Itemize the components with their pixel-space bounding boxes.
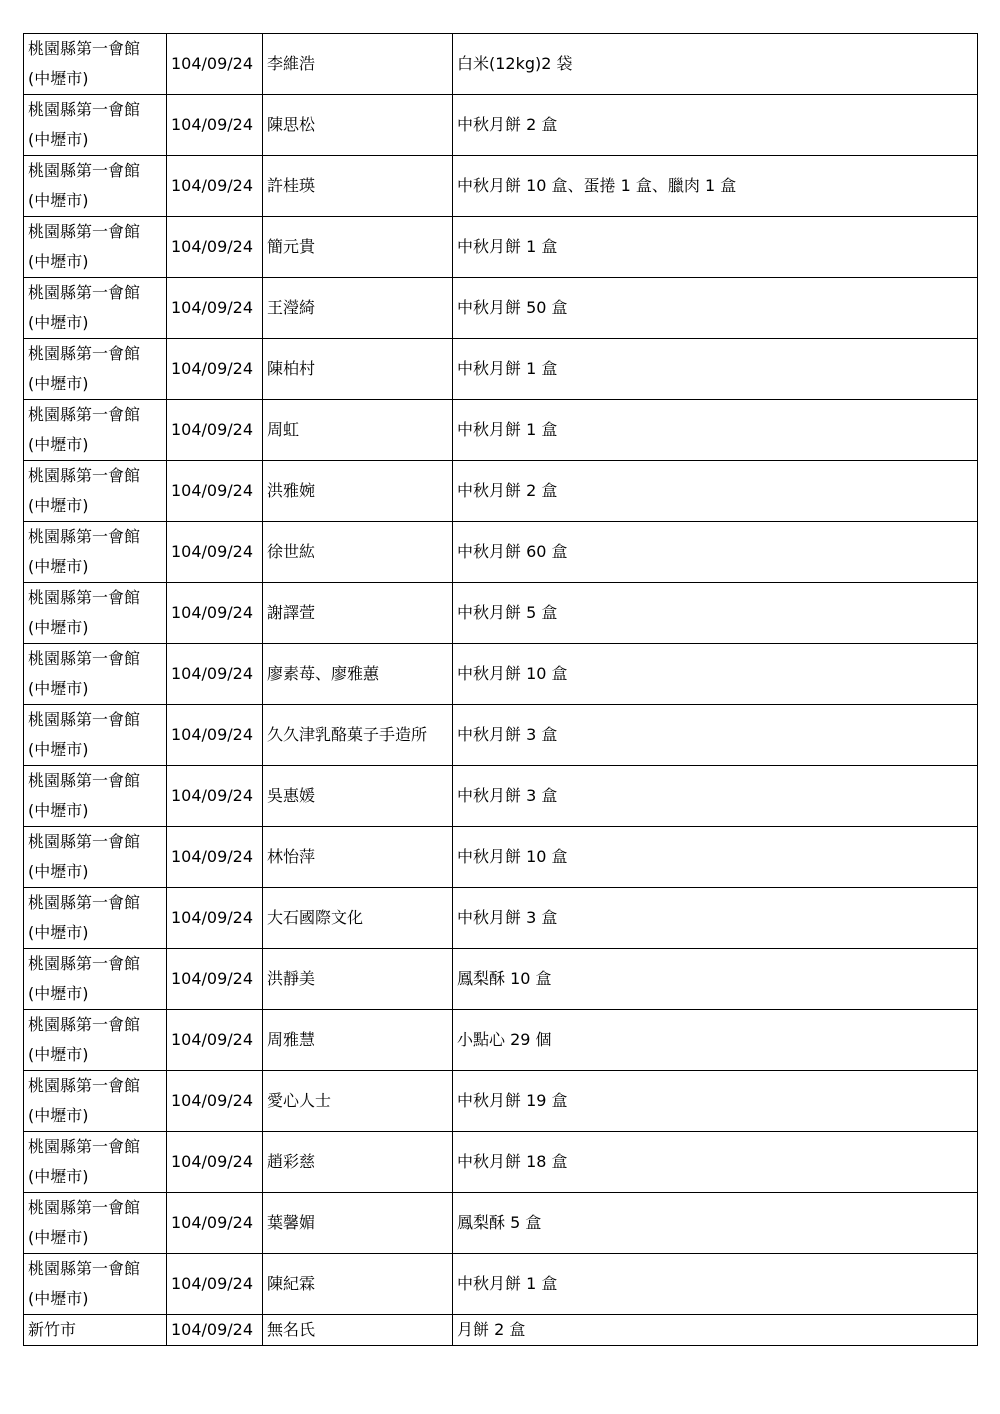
date-cell: 104/09/24 [167, 278, 263, 339]
item-cell: 中秋月餅 2 盒 [453, 95, 978, 156]
table-row [24, 827, 978, 888]
date-cell: 104/09/24 [167, 705, 263, 766]
donor-cell: 陳思松 [263, 95, 453, 156]
location-line: (中壢市) [28, 1106, 89, 1125]
donor-cell: 愛心人士 [263, 1071, 453, 1132]
location-line: (中壢市) [28, 1167, 89, 1186]
donation-table [23, 33, 978, 1346]
location-line: 桃園縣第一會館 [28, 466, 141, 485]
table-row [24, 1254, 978, 1315]
location-line: (中壢市) [28, 496, 89, 515]
location-line: 桃園縣第一會館 [28, 39, 141, 58]
table-row [24, 949, 978, 1010]
location-line: 新竹市 [28, 1320, 77, 1339]
location-line: (中壢市) [28, 984, 89, 1003]
location-line: (中壢市) [28, 313, 89, 332]
table-row [24, 1010, 978, 1071]
location-cell [24, 522, 167, 583]
item-cell: 鳳梨酥 5 盒 [453, 1193, 978, 1254]
donor-cell: 大石國際文化 [263, 888, 453, 949]
item-cell: 中秋月餅 1 盒 [453, 400, 978, 461]
location-line: (中壢市) [28, 679, 89, 698]
location-cell [24, 949, 167, 1010]
date-cell: 104/09/24 [167, 34, 263, 95]
donor-cell: 許桂瑛 [263, 156, 453, 217]
date-cell: 104/09/24 [167, 1132, 263, 1193]
location-line: (中壢市) [28, 1045, 89, 1064]
item-cell: 中秋月餅 1 盒 [453, 217, 978, 278]
item-cell: 中秋月餅 10 盒 [453, 644, 978, 705]
table-row [24, 705, 978, 766]
location-line: (中壢市) [28, 923, 89, 942]
table-row [24, 156, 978, 217]
item-cell: 中秋月餅 1 盒 [453, 339, 978, 400]
item-cell: 中秋月餅 60 盒 [453, 522, 978, 583]
donor-cell: 周雅慧 [263, 1010, 453, 1071]
donor-cell: 洪靜美 [263, 949, 453, 1010]
location-cell [24, 217, 167, 278]
item-cell: 中秋月餅 3 盒 [453, 766, 978, 827]
item-cell: 中秋月餅 3 盒 [453, 705, 978, 766]
location-line: 桃園縣第一會館 [28, 832, 141, 851]
table-row [24, 1315, 978, 1346]
location-line: (中壢市) [28, 557, 89, 576]
donor-cell: 廖素苺、廖雅蕙 [263, 644, 453, 705]
item-cell: 中秋月餅 50 盒 [453, 278, 978, 339]
donor-cell: 無名氏 [263, 1315, 453, 1346]
item-cell: 中秋月餅 18 盒 [453, 1132, 978, 1193]
location-line: 桃園縣第一會館 [28, 588, 141, 607]
table-row [24, 583, 978, 644]
location-line: 桃園縣第一會館 [28, 527, 141, 546]
donor-cell: 謝譯萱 [263, 583, 453, 644]
item-cell: 中秋月餅 10 盒、蛋捲 1 盒、臘肉 1 盒 [453, 156, 978, 217]
table-row [24, 766, 978, 827]
location-cell [24, 1132, 167, 1193]
donor-cell: 簡元貴 [263, 217, 453, 278]
item-cell: 中秋月餅 3 盒 [453, 888, 978, 949]
location-cell [24, 156, 167, 217]
donor-cell: 吳惠媛 [263, 766, 453, 827]
location-line: 桃園縣第一會館 [28, 100, 141, 119]
location-line: (中壢市) [28, 801, 89, 820]
location-line: (中壢市) [28, 618, 89, 637]
table-row [24, 461, 978, 522]
table-row [24, 1132, 978, 1193]
location-cell [24, 95, 167, 156]
location-line: (中壢市) [28, 740, 89, 759]
item-cell: 鳳梨酥 10 盒 [453, 949, 978, 1010]
location-cell [24, 278, 167, 339]
location-line: 桃園縣第一會館 [28, 710, 141, 729]
location-cell [24, 583, 167, 644]
table-row [24, 339, 978, 400]
item-cell: 中秋月餅 10 盒 [453, 827, 978, 888]
location-line: 桃園縣第一會館 [28, 1015, 141, 1034]
donor-cell: 洪雅婉 [263, 461, 453, 522]
location-line: (中壢市) [28, 1228, 89, 1247]
location-line: 桃園縣第一會館 [28, 405, 141, 424]
location-line: (中壢市) [28, 130, 89, 149]
date-cell: 104/09/24 [167, 217, 263, 278]
date-cell: 104/09/24 [167, 583, 263, 644]
donor-cell: 王瀅綺 [263, 278, 453, 339]
location-line: 桃園縣第一會館 [28, 1259, 141, 1278]
location-line: 桃園縣第一會館 [28, 954, 141, 973]
item-cell: 月餅 2 盒 [453, 1315, 978, 1346]
table-row [24, 400, 978, 461]
location-cell [24, 888, 167, 949]
location-cell [24, 1010, 167, 1071]
date-cell: 104/09/24 [167, 522, 263, 583]
donor-cell: 趙彩慈 [263, 1132, 453, 1193]
location-line: (中壢市) [28, 191, 89, 210]
location-line: (中壢市) [28, 435, 89, 454]
date-cell: 104/09/24 [167, 461, 263, 522]
location-cell [24, 34, 167, 95]
table-row [24, 644, 978, 705]
donor-cell: 陳柏村 [263, 339, 453, 400]
location-cell [24, 400, 167, 461]
location-line: (中壢市) [28, 69, 89, 88]
date-cell: 104/09/24 [167, 766, 263, 827]
location-cell [24, 1071, 167, 1132]
location-line: 桃園縣第一會館 [28, 1076, 141, 1095]
location-line: 桃園縣第一會館 [28, 344, 141, 363]
location-cell [24, 339, 167, 400]
table-row [24, 522, 978, 583]
location-cell [24, 766, 167, 827]
location-line: 桃園縣第一會館 [28, 1198, 141, 1217]
location-line: (中壢市) [28, 252, 89, 271]
date-cell: 104/09/24 [167, 400, 263, 461]
item-cell: 小點心 29 個 [453, 1010, 978, 1071]
item-cell: 中秋月餅 19 盒 [453, 1071, 978, 1132]
location-line: 桃園縣第一會館 [28, 161, 141, 180]
location-line: 桃園縣第一會館 [28, 893, 141, 912]
location-line: (中壢市) [28, 1289, 89, 1308]
item-cell: 中秋月餅 5 盒 [453, 583, 978, 644]
date-cell: 104/09/24 [167, 1315, 263, 1346]
table-row [24, 888, 978, 949]
date-cell: 104/09/24 [167, 1071, 263, 1132]
date-cell: 104/09/24 [167, 1193, 263, 1254]
location-cell [24, 461, 167, 522]
item-cell: 中秋月餅 2 盒 [453, 461, 978, 522]
location-cell [24, 1315, 167, 1346]
date-cell: 104/09/24 [167, 888, 263, 949]
table-body [24, 34, 978, 1346]
date-cell: 104/09/24 [167, 644, 263, 705]
donor-cell: 周虹 [263, 400, 453, 461]
table-row [24, 278, 978, 339]
location-line: 桃園縣第一會館 [28, 1137, 141, 1156]
table-row [24, 95, 978, 156]
item-cell: 白米(12kg)2 袋 [453, 34, 978, 95]
table-row [24, 217, 978, 278]
donor-cell: 徐世紘 [263, 522, 453, 583]
location-cell [24, 705, 167, 766]
item-cell: 中秋月餅 1 盒 [453, 1254, 978, 1315]
donor-cell: 葉馨媚 [263, 1193, 453, 1254]
location-cell [24, 827, 167, 888]
date-cell: 104/09/24 [167, 95, 263, 156]
date-cell: 104/09/24 [167, 339, 263, 400]
location-line: 桃園縣第一會館 [28, 771, 141, 790]
donor-cell: 李維浩 [263, 34, 453, 95]
table-row [24, 1071, 978, 1132]
location-line: 桃園縣第一會館 [28, 649, 141, 668]
location-line: (中壢市) [28, 862, 89, 881]
donor-cell: 久久津乳酪菓子手造所 [263, 705, 453, 766]
location-cell [24, 1193, 167, 1254]
table-row [24, 1193, 978, 1254]
location-cell [24, 1254, 167, 1315]
location-line: 桃園縣第一會館 [28, 222, 141, 241]
date-cell: 104/09/24 [167, 1254, 263, 1315]
donor-cell: 陳紀霖 [263, 1254, 453, 1315]
donor-cell: 林怡萍 [263, 827, 453, 888]
date-cell: 104/09/24 [167, 949, 263, 1010]
location-cell [24, 644, 167, 705]
location-line: (中壢市) [28, 374, 89, 393]
date-cell: 104/09/24 [167, 156, 263, 217]
table-row [24, 34, 978, 95]
location-line: 桃園縣第一會館 [28, 283, 141, 302]
date-cell: 104/09/24 [167, 827, 263, 888]
date-cell: 104/09/24 [167, 1010, 263, 1071]
